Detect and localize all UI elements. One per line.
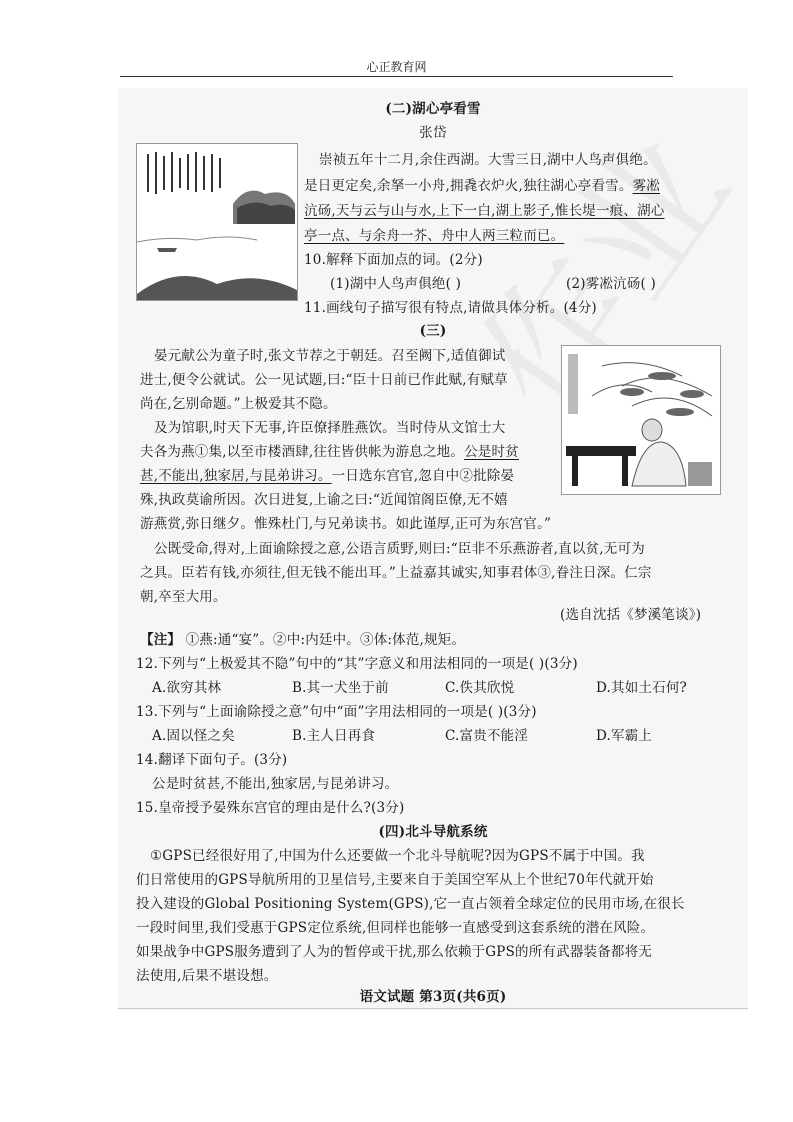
- header-rule: [120, 76, 673, 77]
- section2-line-1: 崇祯五年十二月,余住西湖。大雪三日,湖中人鸟声俱绝。: [319, 152, 657, 168]
- question-14: 14.翻译下面句子。(3分): [136, 752, 288, 768]
- question-11: 11.画线句子描写很有特点,请做具体分析。(4分): [304, 300, 597, 316]
- scholar-illustration-svg: [562, 346, 720, 494]
- question-13: 13.下列与“上面谕除授之意”句中“面”字用法相同的一项是( )(3分): [136, 704, 537, 720]
- footer-page-number: 语文试题 第3页(共6页): [359, 989, 507, 1005]
- section3-line-7: 殊,执政莫谕所因。次日进复,上谕之曰:“近闻馆阁臣僚,无不嬉: [140, 492, 508, 508]
- section2-author: 张岱: [419, 125, 447, 141]
- question-13-option-d: D.军霸上: [596, 728, 653, 744]
- question-12-option-c: C.佚其欣悦: [445, 680, 515, 696]
- question-13-option-a: A.固以怪之矣: [152, 728, 235, 744]
- source-citation: (选自沈括《梦溪笔谈》): [560, 607, 702, 623]
- section3-line-3: 尚在,乞别命题。”上极爱其不隐。: [140, 396, 337, 412]
- question-10-1: (1)湖中人鸟声俱绝( ): [330, 276, 462, 292]
- question-12-option-a: A.欲穷其林: [152, 680, 222, 696]
- landscape-painting: [136, 143, 298, 301]
- question-12: 12.下列与“上极爱其不隐”句中的“其”字意义和用法相同的一项是( )(3分): [136, 656, 578, 672]
- section3-line-4: 及为馆职,时天下无事,许臣僚择胜燕饮。当时侍从文馆士大: [154, 420, 506, 436]
- footer-rule: [118, 1008, 748, 1009]
- notes-label: 【注】: [140, 632, 182, 648]
- question-10-2: (2)雾凇沆砀( ): [566, 276, 656, 292]
- section4-line-1: ①GPS已经很好用了,中国为什么还要做一个北斗导航呢?因为GPS不属于中国。我: [150, 848, 645, 864]
- landscape-painting-svg: [137, 144, 297, 300]
- section3-line-6b: 一日选东宫官,忽自中②批除晏: [331, 468, 515, 484]
- section3-line-2: 进士,便令公就试。公一见试题,曰:“臣十日前已作此赋,有赋草: [140, 372, 508, 388]
- question-14-sentence: 公是时贫甚,不能出,独家居,与昆弟讲习。: [152, 776, 399, 792]
- section3-line-5: [140, 446, 519, 460]
- scholar-illustration: [561, 345, 721, 495]
- section3-line-6a: 甚,不能出,独家居,与昆弟讲习。: [140, 468, 332, 484]
- section3-title: (三): [419, 323, 447, 339]
- section3-line-9: 公既受命,得对,上面谕除授之意,公语言质野,则曰:“臣非不乐燕游者,直以贫,无可为: [154, 541, 645, 557]
- section2-line-2b: 雾凇: [632, 178, 660, 194]
- section2-title: (二)湖心亭看雪: [385, 101, 481, 117]
- section4-line-3: 投入建设的Global Positioning System(GPS),它一直占领着全球定位的民用市场,在很长: [136, 896, 685, 912]
- question-15: 15.皇帝授予晏殊东宫官的理由是什么?(3分): [136, 800, 405, 816]
- section3-line-8: 游燕赏,弥日继夕。惟殊杜门,与兄弟读书。如此谨厚,正可为东宫官。”: [140, 516, 552, 532]
- notes-text: ①燕:通“宴”。②中:内廷中。③体:体范,规矩。: [185, 632, 466, 648]
- section2-line-3: 沆砀,天与云与山与水,上下一白,湖上影子,惟长堤一痕、湖心: [304, 203, 665, 219]
- question-10: 10.解释下面加点的词。(2分): [304, 252, 483, 268]
- section2-line-2: [304, 180, 660, 194]
- section3-line-5a: 夫各为燕①集,以至市楼酒肆,往往皆供帐为游息之地。: [140, 444, 465, 460]
- section4-line-5: 如果战争中GPS服务遭到了人为的暂停或干扰,那么依赖于GPS的所有武器装备都将无: [136, 944, 653, 960]
- question-12-option-b: B.其一犬坐于前: [292, 680, 389, 696]
- question-12-option-d: D.其如土石何?: [596, 680, 687, 696]
- section3-line-5b: 公是时贫: [464, 444, 519, 460]
- section2-line-4: 亭一点、与余舟一芥、舟中人两三粒而已。: [304, 228, 565, 244]
- section4-line-6: 法使用,后果不堪设想。: [136, 968, 278, 984]
- section3-line-1: 晏元献公为童子时,张文节荐之于朝廷。召至阙下,适值御试: [154, 348, 506, 364]
- section3-line-11: 朝,卒至大用。: [140, 589, 227, 605]
- section4-line-2: 们日常使用的GPS导航所用的卫星信号,主要来自于美国空军从上个世纪70年代就开始: [136, 872, 654, 888]
- section3-line-10: 之具。臣若有钱,亦须往,但无钱不能出耳。”上益嘉其诚实,知事君体③,眷注日深。仁宗: [140, 565, 652, 581]
- header-site-name: 心正教育网: [366, 60, 427, 74]
- question-13-option-b: B.主人日再食: [292, 728, 376, 744]
- section4-line-4: 一段时间里,我们受惠于GPS定位系统,但同样也能够一直感受到这套系统的潜在风险。: [136, 920, 655, 936]
- section4-title: (四)北斗导航系统: [378, 824, 488, 840]
- notes: [140, 634, 465, 648]
- section3-line-6: [140, 470, 514, 484]
- question-13-option-c: C.富贵不能淫: [445, 728, 529, 744]
- section2-line-2a: 是日更定矣,余拏一小舟,拥毳衣炉火,独往湖心亭看雪。: [304, 178, 633, 194]
